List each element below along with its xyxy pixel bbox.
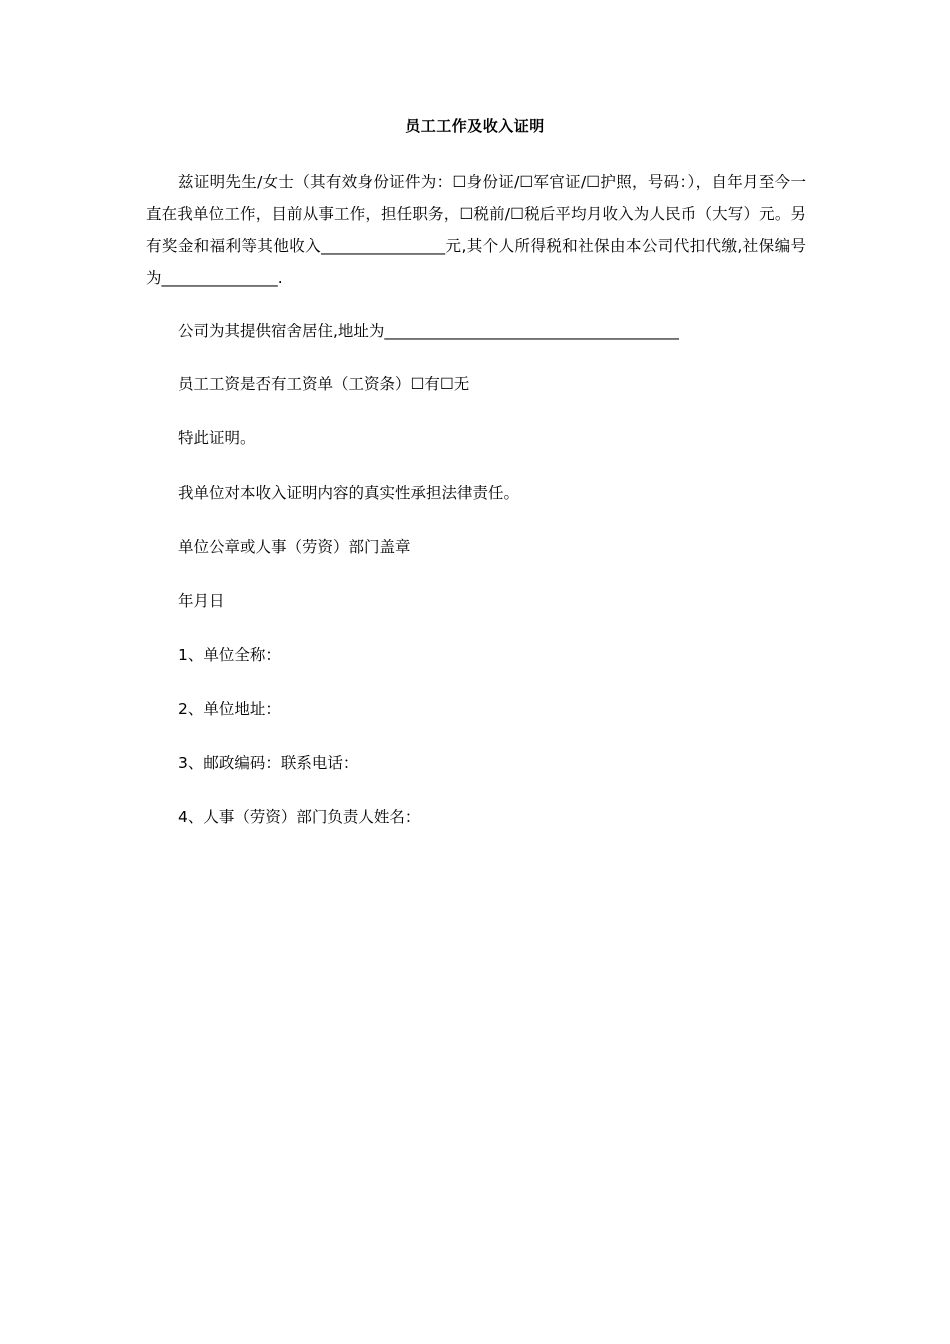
legal-responsibility-line: 我单位对本收入证明内容的真实性承担法律责任。	[178, 484, 520, 502]
company-seal-line: 单位公章或人事（劳资）部门盖章	[178, 538, 411, 556]
hereby-certify-line: 特此证明。	[178, 429, 256, 447]
list-item-company-name: 1、单位全称：	[178, 646, 281, 664]
list-item-company-address: 2、单位地址：	[178, 700, 281, 718]
certification-paragraph: 兹证明先生/女士（其有效身份证件为：☐身份证/☐军官证/☐护照，号码：），自年月至今一直在我单位工作，目前从事工作，担任职务，☐税前/☐税后平均月收入为人民币（大写）元。另有奖金和福利等其他收入________________元,其个人所得税和社保由本公司代扣代缴,社保编号为_______________.	[146, 173, 806, 287]
list-item-hr-contact-name: 4、人事（劳资）部门负责人姓名：	[178, 808, 421, 826]
dormitory-address-line: 公司为其提供宿舍居住,地址为______________________________________	[178, 322, 679, 340]
list-item-postcode-phone: 3、邮政编码：联系电话：	[178, 754, 359, 772]
date-line: 年月日	[178, 592, 225, 610]
document-title: 员工工作及收入证明	[405, 117, 545, 135]
payslip-question-line: 员工工资是否有工资单（工资条）☐有☐无	[178, 375, 470, 393]
